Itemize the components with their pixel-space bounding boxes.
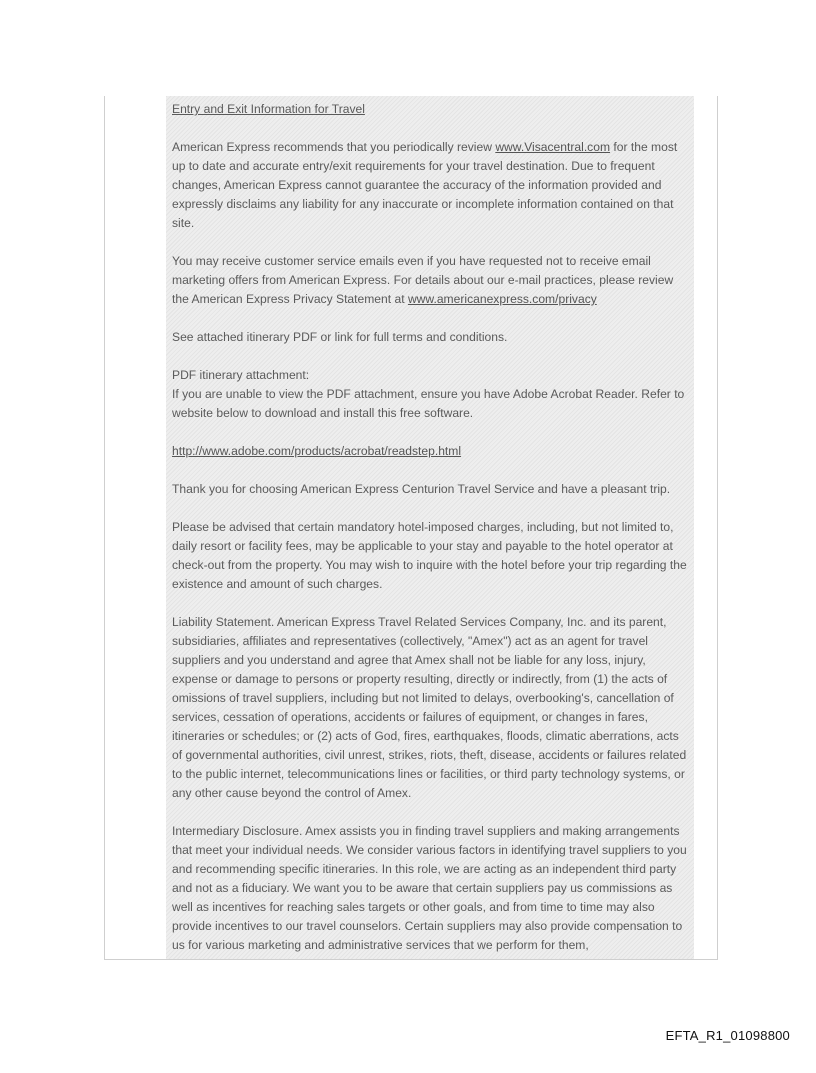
- email-notice-text: You may receive customer service emails even if you have requested not to receive email marketing offers from American Express. For details about our e-mail practices, please review the American Express Privacy Statement at: [172, 254, 674, 306]
- document-body: [166, 96, 694, 959]
- document-id: EFTA_R1_01098800: [665, 1028, 790, 1043]
- pdf-attachment-text: If you are unable to view the PDF attachment, ensure you have Adobe Acrobat Reader. Refer to website below to download and install this free software.: [172, 387, 685, 420]
- liability-statement-paragraph: Liability Statement. American Express Travel Related Services Company, Inc. and its parent, subsidiaries, affiliates and representatives (collectively, "Amex") act as an agent for travel suppliers and you understand and agree that Amex shall not be liable for any loss, injury, expense or damage to persons or property resulting, directly or indirectly, from (1) the acts of omissions of travel suppliers, including but not limited to delays, overbooking's, cancellation of services, cessation of operations, accidents or failures of equipment, or changes in fares, itineraries or schedules; or (2) acts of God, fires, earthquakes, floods, climatic aberrations, acts of governmental authorities, civil unrest, strikes, riots, theft, disease, accidents or failures related to the public internet, telecommunications lines or facilities, or third party technology systems, or any other cause beyond the control of Amex.: [172, 615, 687, 800]
- entry-exit-text-after: for the most up to date and accurate entry/exit requirements for your travel destination. Due to frequent changes, American Express cannot guarantee the accuracy of the information provided and expressly disclaims any liability for any inaccurate or incomplete information contained on that site.: [172, 140, 678, 230]
- itinerary-terms-paragraph: See attached itinerary PDF or link for full terms and conditions.: [172, 330, 508, 344]
- entry-exit-text-before: American Express recommends that you periodically review: [172, 140, 496, 154]
- adobe-link[interactable]: http://www.adobe.com/products/acrobat/readstep.html: [172, 444, 462, 458]
- visacentral-link[interactable]: www.Visacentral.com: [495, 140, 611, 154]
- email-notice-paragraph: [172, 252, 688, 309]
- thank-you-paragraph: Thank you for choosing American Express Centurion Travel Service and have a pleasant trip.: [172, 482, 671, 496]
- section-heading: [172, 100, 688, 119]
- pdf-attachment-paragraph: [172, 366, 688, 423]
- pdf-attachment-label: PDF itinerary attachment:: [172, 368, 310, 382]
- adobe-link-paragraph: [172, 442, 688, 461]
- privacy-link[interactable]: www.americanexpress.com/privacy: [407, 292, 597, 306]
- hotel-charges-paragraph: Please be advised that certain mandatory hotel-imposed charges, including, but not limited to, daily resort or facility fees, may be applicable to your stay and payable to the hotel operator at check-out from the property. You may wish to inquire with the hotel before your trip regarding the existence and amount of such charges.: [172, 520, 687, 591]
- entry-exit-paragraph: [172, 138, 688, 233]
- entry-exit-heading: Entry and Exit Information for Travel: [172, 102, 365, 116]
- intermediary-disclosure-paragraph: Intermediary Disclosure. Amex assists you in finding travel suppliers and making arrangements that meet your individual needs. We consider various factors in identifying travel suppliers to you and recommending specific itineraries. In this role, we are acting as an independent third party and not as a fiduciary. We want you to be aware that certain suppliers pay us commissions as well as incentives for reaching sales targets or other goals, and from time to time may also provide incentives to our travel counselors. Certain suppliers may also provide compensation to us for various marketing and administrative services that we perform for them,: [172, 824, 687, 952]
